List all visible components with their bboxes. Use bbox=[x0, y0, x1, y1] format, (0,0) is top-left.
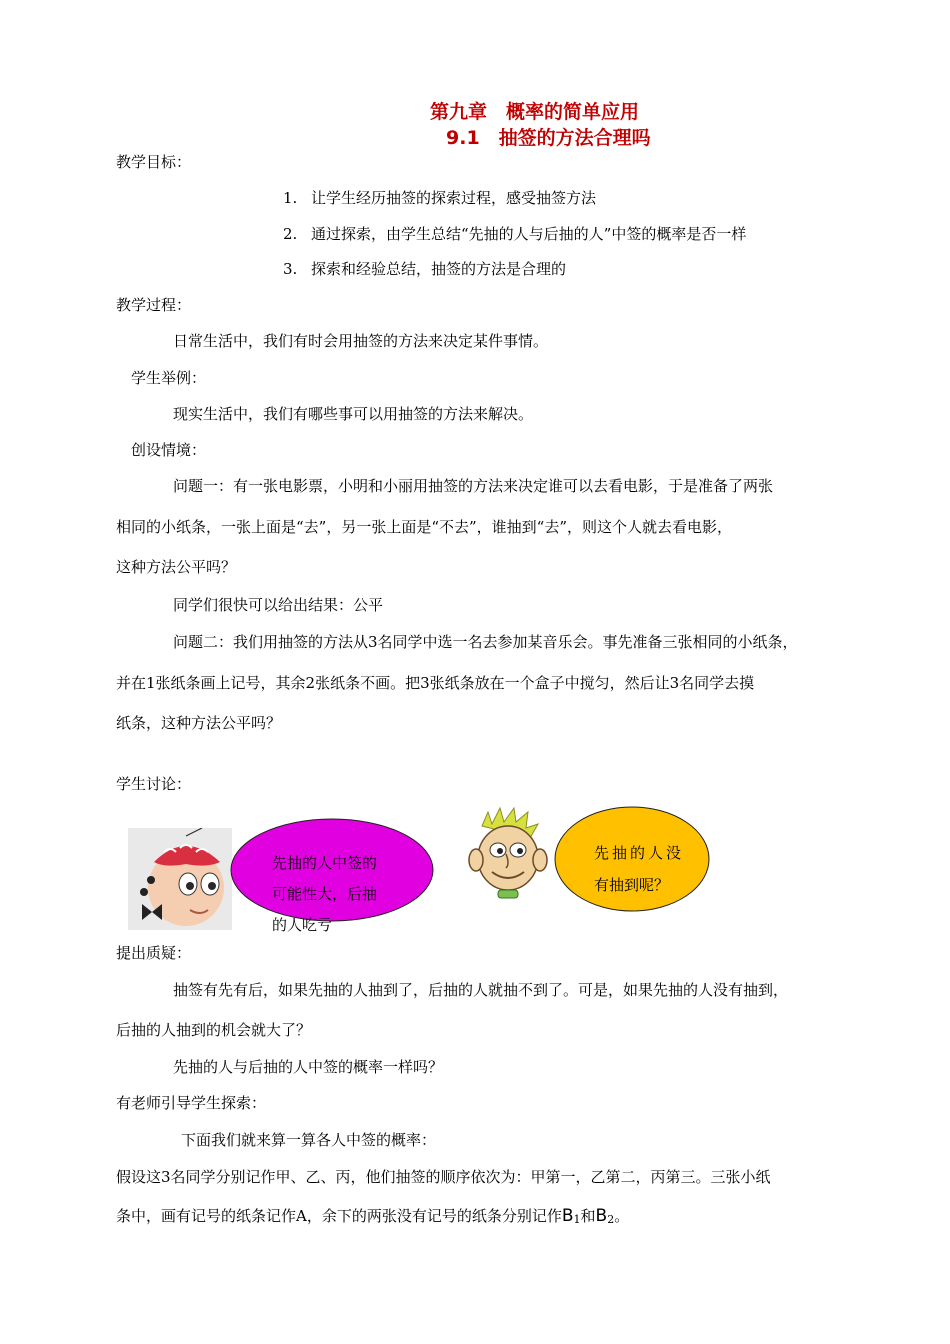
doubt-question: 先抽的人与后抽的人中签的概率一样吗？ bbox=[173, 1058, 444, 1076]
bubble-left-line-1: 先抽的人中签的 bbox=[272, 854, 378, 872]
goal-1-text: 让学生经历抽签的探索过程，感受抽签方法 bbox=[311, 189, 597, 207]
q1-answer: 同学们很快可以给出结果：公平 bbox=[173, 596, 384, 614]
doubt-heading: 提出质疑： bbox=[116, 944, 192, 962]
q2-line-1: 问题二：我们用抽签的方法从3名同学中选一名去参加某音乐会。事先准备三张相同的小纸条， bbox=[173, 633, 798, 651]
bubble-right-line-2: 有抽到呢？ bbox=[594, 876, 670, 894]
scenario-heading: 创设情境： bbox=[131, 441, 207, 459]
guide-intro: 下面我们就来算一算各人中签的概率： bbox=[181, 1131, 437, 1149]
and-text: 和 bbox=[580, 1207, 596, 1225]
assume-line-2 bbox=[116, 1206, 629, 1230]
examples-heading: 学生举例： bbox=[131, 369, 207, 387]
section-title: 9.1 抽签的方法合理吗 bbox=[446, 127, 651, 149]
process-heading: 教学过程： bbox=[116, 296, 192, 314]
examples-text: 现实生活中，我们有哪些事可以用抽签的方法来解决。 bbox=[173, 405, 534, 423]
guide-heading: 有老师引导学生探索： bbox=[116, 1094, 267, 1112]
q1-line-3: 这种方法公平吗？ bbox=[116, 558, 237, 576]
chapter-title: 第九章 概率的简单应用 bbox=[430, 101, 640, 123]
intro-text: 日常生活中，我们有时会用抽签的方法来决定某件事情。 bbox=[173, 332, 549, 350]
goal-2-num: 2. bbox=[283, 225, 298, 243]
goal-2-text: 通过探索，由学生总结“先抽的人与后抽的人”中签的概率是否一样 bbox=[311, 225, 747, 243]
period: 。 bbox=[614, 1207, 630, 1225]
q1-line-2: 相同的小纸条，一张上面是“去”，另一张上面是“不去”，谁抽到“去”，则这个人就去看电影， bbox=[116, 518, 733, 536]
goals-heading: 教学目标： bbox=[116, 153, 192, 171]
goal-3-text: 探索和经验总结，抽签的方法是合理的 bbox=[311, 260, 567, 278]
student-face-icon bbox=[128, 828, 232, 930]
bubble-left-line-3: 的人吃亏 bbox=[272, 916, 333, 934]
q1-line-1: 问题一：有一张电影票，小明和小丽用抽签的方法来决定谁可以去看电影，于是准备了两张 bbox=[173, 477, 774, 495]
b1-subscript: 1 bbox=[573, 1213, 581, 1226]
bubble-right-line-1: 先抽的人没 bbox=[594, 844, 685, 862]
q2-line-2: 并在1张纸条画上记号，其余2张纸条不画。把3张纸条放在一个盒子中搅匀，然后让3名同学去摸 bbox=[116, 674, 755, 692]
b1-letter: B bbox=[561, 1206, 574, 1226]
b2-letter: B bbox=[595, 1206, 608, 1226]
professor-face-icon bbox=[462, 806, 554, 910]
goal-3-num: 3. bbox=[283, 260, 298, 278]
doubt-line-1: 抽签有先有后，如果先抽的人抽到了，后抽的人就抽不到了。可是，如果先抽的人没有抽到， bbox=[173, 981, 789, 999]
b2-subscript: 2 bbox=[607, 1213, 615, 1226]
discussion-heading: 学生讨论： bbox=[116, 775, 192, 793]
assume-line-1: 假设这3名同学分别记作甲、乙、丙，他们抽签的顺序依次为：甲第一，乙第二，丙第三。三张小纸 bbox=[116, 1168, 771, 1186]
goal-1-num: 1. bbox=[283, 189, 298, 207]
q2-line-3: 纸条，这种方法公平吗？ bbox=[116, 714, 282, 732]
doubt-line-2: 后抽的人抽到的机会就大了？ bbox=[116, 1021, 312, 1039]
assume-line-2-text: 条中，画有记号的纸条记作A，余下的两张没有记号的纸条分别记作 bbox=[116, 1207, 562, 1225]
bubble-left-line-2: 可能性大，后抽 bbox=[272, 885, 378, 903]
